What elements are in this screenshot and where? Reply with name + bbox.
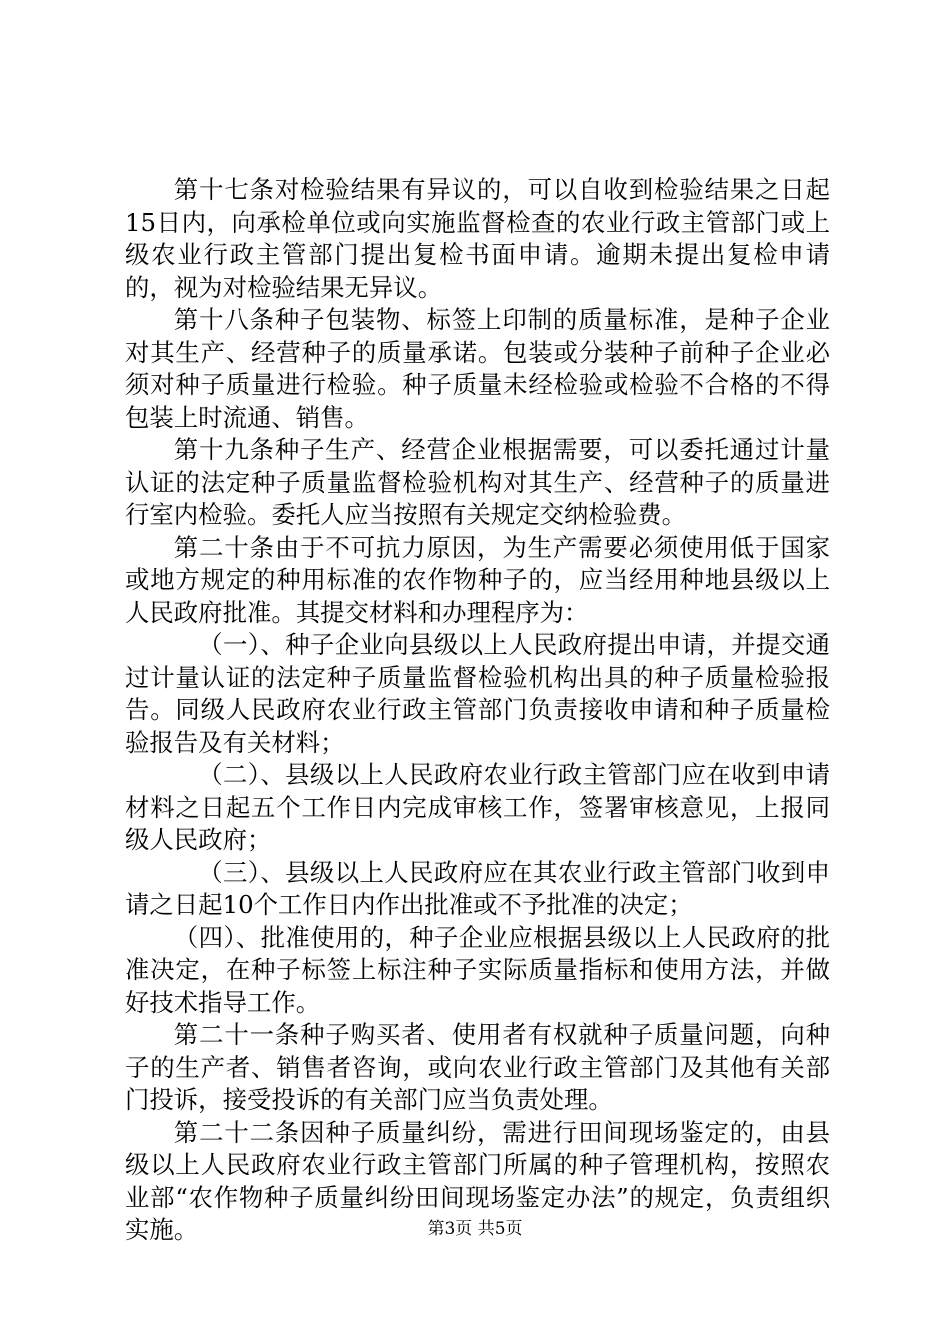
paragraph-article-21: 第二十一条种子购买者、使用者有权就种子质量问题，向种子的生产者、销售者咨询，或向农业行政主管部门及其他有关部门投诉，接受投诉的有关部门应当负责处理。: [125, 1020, 830, 1114]
paragraph-article-19: 第十九条种子生产、经营企业根据需要，可以委托通过计量认证的法定种子质量监督检验机构对其生产、经营种子的质量进行室内检验。委托人应当按照有关规定交纳检验费。: [125, 435, 830, 529]
document-body: [125, 174, 830, 1247]
paragraph-item-1: （一）、种子企业向县级以上人民政府提出申请，并提交通过计量认证的法定种子质量监督检验机构出具的种子质量检验报告。同级人民政府农业行政主管部门负责接收申请和种子质量检验报告及有关材料；: [125, 630, 830, 757]
paragraph-article-22: 第二十二条因种子质量纠纷，需进行田间现场鉴定的，由县级以上人民政府农业行政主管部门所属的种子管理机构，按照农业部“农作物种子质量纠纷田间现场鉴定办法”的规定，负责组织实施。: [125, 1117, 830, 1244]
paragraph-item-3: （三）、县级以上人民政府应在其农业行政主管部门收到申请之日起10个工作日内作出批准或不予批准的决定；: [125, 857, 830, 919]
paragraph-item-4: （四）、批准使用的，种子企业应根据县级以上人民政府的批准决定，在种子标签上标注种子实际质量指标和使用方法，并做好技术指导工作。: [125, 922, 830, 1017]
paragraph-item-2: （二）、县级以上人民政府农业行政主管部门应在收到申请材料之日起五个工作日内完成审核工作，签署审核意见，上报同级人民政府；: [125, 760, 830, 854]
paragraph-article-18: 第十八条种子包装物、标签上印制的质量标准，是种子企业对其生产、经营种子的质量承诺。包装或分装种子前种子企业必须对种子质量进行检验。种子质量未经检验或检验不合格的不得包装上时流通、销售。: [125, 305, 830, 432]
page-number-footer: 第3页 共5页: [427, 1219, 523, 1239]
paragraph-article-20: 第二十条由于不可抗力原因，为生产需要必须使用低于国家或地方规定的种用标准的农作物种子的，应当经用种地县级以上人民政府批准。其提交材料和办理程序为：: [125, 532, 830, 627]
paragraph-article-17: 第十七条对检验结果有异议的，可以自收到检验结果之日起15日内，向承检单位或向实施监督检查的农业行政主管部门或上级农业行政主管部门提出复检书面申请。逾期未提出复检申请的，视为对检验结果无异议。: [125, 175, 830, 302]
